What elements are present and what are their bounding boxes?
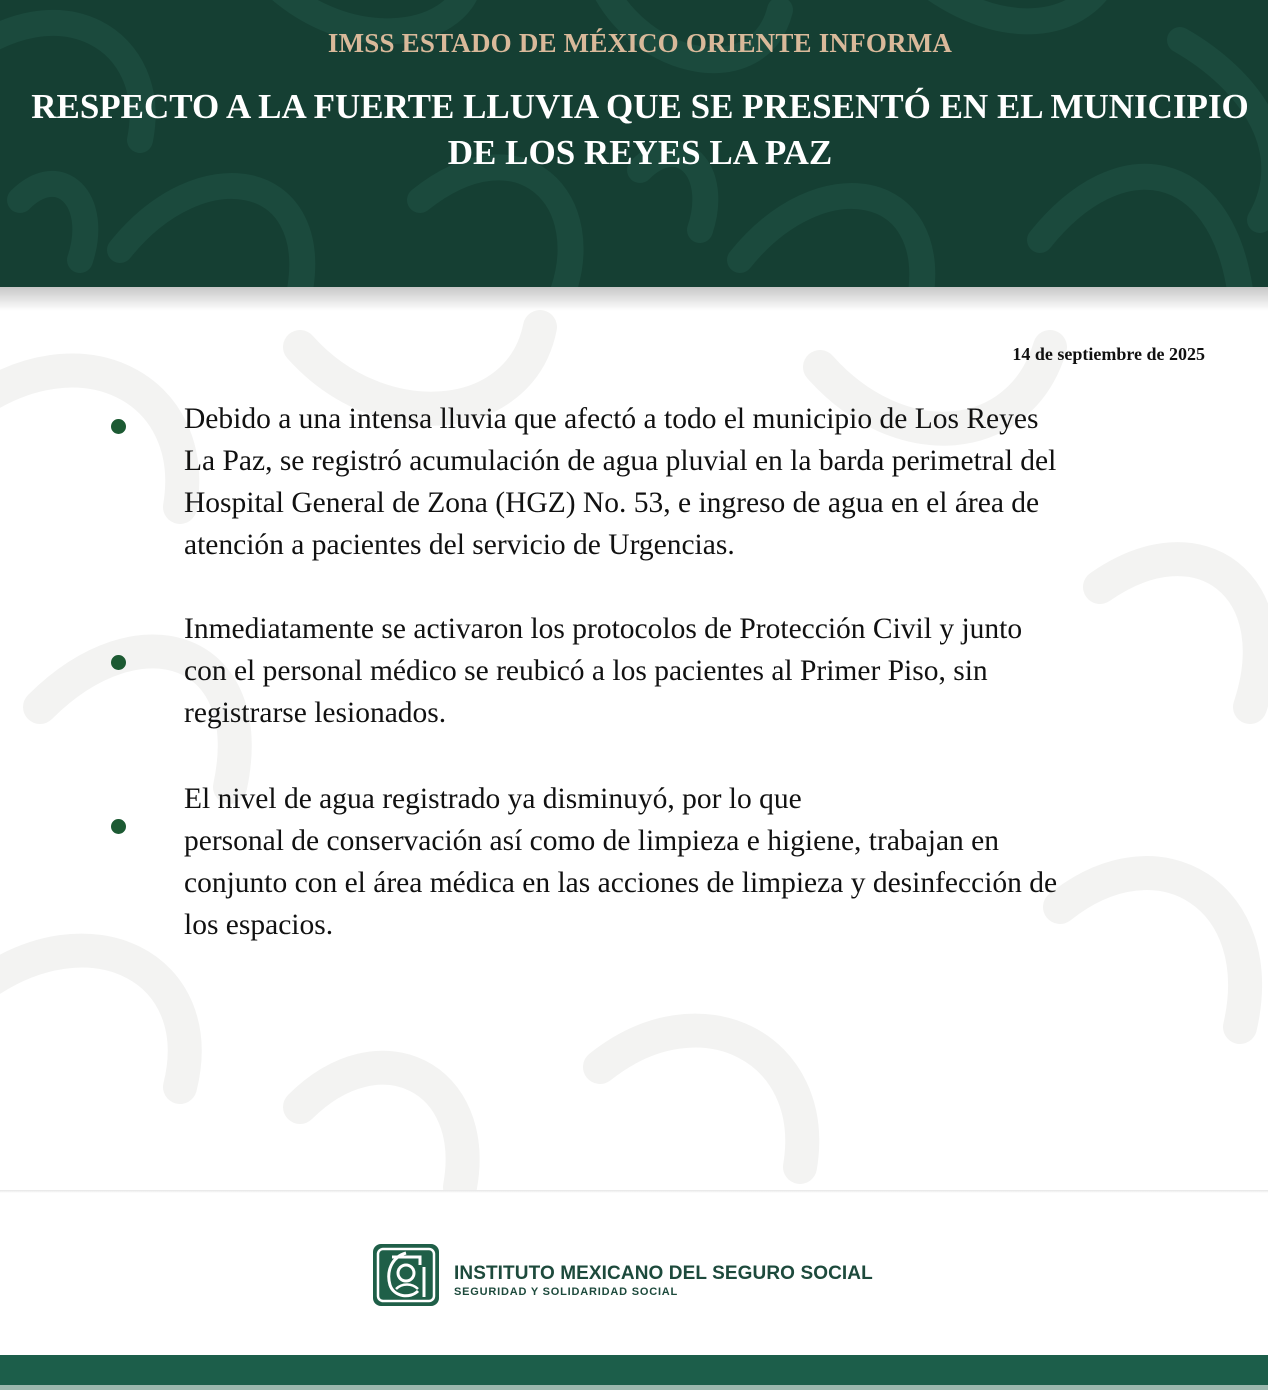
header-banner	[0, 0, 1268, 287]
paragraph-1-line-3: Hospital General de Zona (HGZ) No. 53, e ingreso de agua en el área de	[184, 487, 1040, 519]
headline-line-2: DE LOS REYES LA PAZ	[447, 133, 833, 172]
paragraph-1-line-4: atención a pacientes del servicio de Urgencias.	[184, 529, 735, 561]
paragraph-2-line-3: registrarse lesionados.	[184, 697, 447, 729]
headline	[0, 84, 1268, 176]
kicker-title: IMSS ESTADO DE MÉXICO ORIENTE INFORMA	[327, 28, 953, 58]
paragraph-2-line-2: con el personal médico se reubicó a los pacientes al Primer Piso, sin	[184, 655, 988, 687]
paragraph-3-line-1: El nivel de agua registrado ya disminuyó, por lo que	[184, 783, 802, 815]
publication-date: 14 de septiembre de 2025	[1012, 344, 1205, 364]
bullet-3	[111, 819, 126, 834]
footer-separator	[0, 1190, 1268, 1193]
footer-bar-accent	[0, 1385, 1268, 1390]
paragraph-2-line-1: Inmediatamente se activaron los protocolos de Protección Civil y junto	[184, 613, 1023, 645]
headline-line-1: RESPECTO A LA FUERTE LLUVIA QUE SE PRESENTÓ EN EL MUNICIPIO	[31, 87, 1249, 126]
paragraph-2	[184, 608, 1204, 734]
imss-emblem-icon	[372, 1243, 440, 1307]
imss-logo	[372, 1243, 892, 1307]
org-name: INSTITUTO MEXICANO DEL SEGURO SOCIAL	[454, 1263, 873, 1284]
paragraph-3-line-4: los espacios.	[184, 909, 334, 941]
bullet-1	[111, 419, 126, 434]
paragraph-1-line-1: Debido a una intensa lluvia que afectó a todo el municipio de Los Reyes	[184, 403, 1039, 435]
paragraph-3-line-2: personal de conservación así como de limpieza e higiene, trabajan en	[184, 825, 1000, 857]
paragraph-1-line-2: La Paz, se registró acumulación de agua pluvial en la barda perimetral del	[184, 445, 1057, 477]
paragraph-3	[184, 778, 1204, 946]
bullet-2	[111, 655, 126, 670]
org-tagline: SEGURIDAD Y SOLIDARIDAD SOCIAL	[454, 1286, 679, 1298]
paragraph-3-line-3: conjunto con el área médica en las acciones de limpieza y desinfección de	[184, 867, 1058, 899]
paragraph-1	[184, 398, 1204, 566]
